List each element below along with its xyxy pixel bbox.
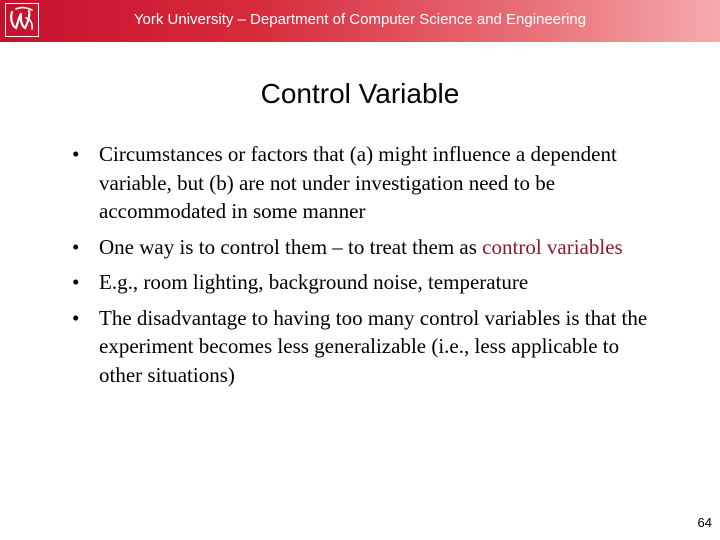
bullet-icon: • (72, 234, 80, 259)
list-item (72, 233, 662, 262)
page-number: 64 (697, 515, 712, 530)
list-item (72, 304, 662, 390)
list-item (72, 268, 662, 297)
bullet-icon: • (72, 305, 80, 330)
bullet-text: One way is to control them – to treat them as (99, 234, 483, 259)
list-item (72, 140, 662, 226)
highlighted-term: control variables (482, 234, 623, 259)
header-bar (0, 0, 720, 42)
bullet-text: E.g., room lighting, background noise, temperature (99, 270, 529, 294)
york-university-logo-icon (5, 3, 39, 37)
bullet-icon: • (72, 142, 80, 166)
slide-title: Control Variable (260, 78, 460, 109)
bullet-text: The disadvantage to having too many control variables is that the experiment becomes less generalizable (i.e., less applicable to other situations) (99, 305, 648, 387)
header-title: York University – Department of Computer Science and Engineering (133, 11, 587, 28)
bullet-text: Circumstances or factors that (a) might influence a dependent variable, but (b) are not under investigation need to be accommodated in some manner (99, 142, 617, 223)
bullet-icon: • (72, 270, 80, 294)
bullet-list (72, 140, 662, 396)
